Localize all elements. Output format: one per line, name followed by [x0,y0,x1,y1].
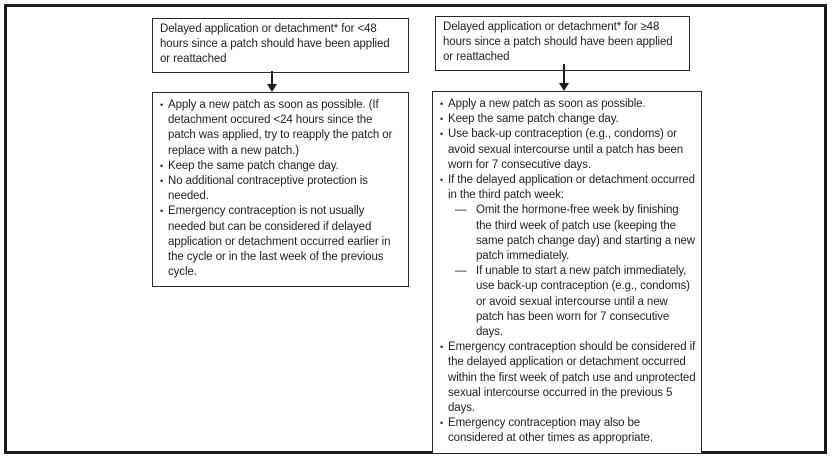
instruction-text: Emergency contraception should be considered if the delayed application or detachment occurred within the first week of patch use and unprotected sexual intercourse occurred in the previous 5 days. [448,341,696,415]
condition-box-under-48-hours: Delayed application or detachment* for <48 hours since a patch should have been applied or reattached [152,18,409,73]
down-arrow-icon [266,71,278,92]
arrow-head [559,83,569,91]
instruction-item [440,416,696,446]
sub-instruction-item [440,203,696,264]
instruction-item [160,98,403,159]
instruction-item [440,173,696,203]
instruction-text: Apply a new patch as soon as possible. (If detachment occured <24 hours since the patch was applied, try to reapply the patch or replace with a new patch.) [168,99,393,157]
arrow-stem [271,71,273,84]
down-arrow-icon [558,64,570,91]
instruction-item [440,127,696,173]
bullet-marker: • [440,342,444,353]
instructions-box-48-hours-or-more [432,91,702,454]
instruction-item [440,97,696,112]
instruction-item [440,340,696,416]
sub-instruction-item [440,264,696,340]
instruction-text: Keep the same patch change day. [448,113,619,126]
instruction-text: Emergency contraception may also be considered at other times as appropriate. [448,417,653,445]
instruction-item [160,159,403,174]
instruction-item [160,174,403,204]
bullet-marker: • [160,100,164,110]
instruction-item [160,204,403,280]
instruction-text: Apply a new patch as soon as possible. [448,98,646,110]
bullet-marker: • [440,175,444,186]
instructions-box-under-48-hours [152,92,409,287]
bullet-marker: • [160,176,164,187]
bullet-marker: • [160,206,164,217]
bullet-marker: • [440,418,444,429]
instruction-text: Emergency contraception is not usually needed but can be considered if delayed application or detachment occurred earlier in the cycle or in the last week of the previous cycle. [168,205,391,279]
instruction-text: Keep the same patch change day. [168,159,339,172]
instruction-item [440,112,696,127]
arrow-head [267,84,277,92]
instruction-text: No additional contraceptive protection is needed. [168,175,368,203]
instruction-list-right [440,97,696,447]
dash-marker: — [455,265,467,278]
bullet-marker: • [160,160,164,171]
bullet-marker: • [440,129,444,140]
bullet-marker: • [440,99,444,109]
condition-box-48-hours-or-more: Delayed application or detachment* for ≥48 hours since a patch should have been applied or reattached [435,16,690,71]
figure-outer-frame [4,4,827,454]
instruction-text: Use back-up contraception (e.g., condoms) or avoid sexual intercourse until a patch has been worn for 7 consecutive days. [448,128,684,171]
instruction-list-left [160,98,403,280]
arrow-stem [563,64,565,83]
bullet-marker: • [440,114,444,125]
instruction-text: If the delayed application or detachment occurred in the third patch week: [448,174,695,202]
instruction-text: Omit the hormone-free week by finishing the third week of patch use (keeping the same patch change day) and starting a new patch immediately. [476,204,696,263]
instruction-text: If unable to start a new patch immediately, use back-up contraception (e.g., condoms) or avoid sexual intercourse until a new patch has been worn for 7 consecutive days. [476,265,690,339]
dash-marker: — [455,204,467,217]
